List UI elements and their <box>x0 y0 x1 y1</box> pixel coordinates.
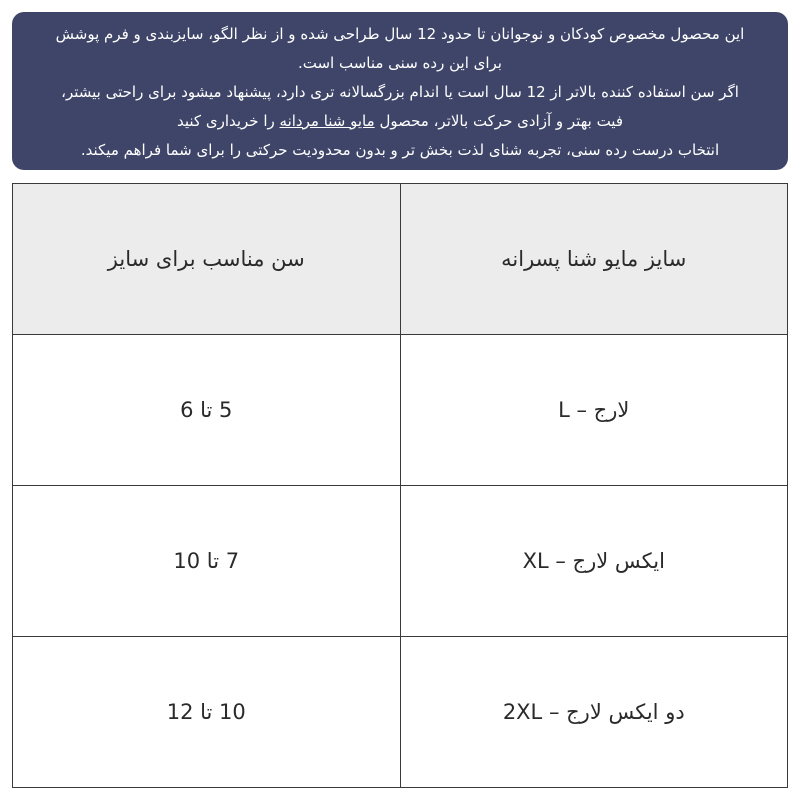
table-row <box>13 486 788 637</box>
table-row <box>13 637 788 788</box>
cell-size: لارج – L <box>400 335 788 486</box>
cell-size: ایکس لارج – XL <box>400 486 788 637</box>
mens-swimsuit-link[interactable]: مایو شنا مردانه <box>279 112 375 130</box>
notice-line-1: این محصول مخصوص کودکان و نوجوانان تا حدود 12 سال طراحی شده و از نظر الگو، سایزبندی و فرم پوشش <box>55 25 745 43</box>
header-age: سن مناسب برای سایز <box>13 184 401 335</box>
table-header-row <box>13 184 788 335</box>
notice-line-4 <box>24 107 776 136</box>
info-notice <box>12 12 788 170</box>
table-row <box>13 335 788 486</box>
notice-line-3: اگر سن استفاده کننده بالاتر از 12 سال است یا اندام بزرگسالانه تری دارد، پیشنهاد میشود برای راحتی بیشتر، <box>61 83 739 101</box>
cell-age: 10 تا 12 <box>13 637 401 788</box>
header-size: سایز مایو شنا پسرانه <box>400 184 788 335</box>
size-chart-table <box>12 183 788 788</box>
cell-age: 7 تا 10 <box>13 486 401 637</box>
notice-line-5: انتخاب درست رده سنی، تجربه شنای لذت بخش تر و بدون محدودیت حرکتی را برای شما فراهم میکند. <box>80 141 720 159</box>
cell-age: 5 تا 6 <box>13 335 401 486</box>
cell-size: دو ایکس لارج – 2XL <box>400 637 788 788</box>
notice-line-2: برای این رده سنی مناسب است. <box>297 54 502 72</box>
notice-line-4-before: فیت بهتر و آزادی حرکت بالاتر، محصول <box>379 112 623 130</box>
notice-line-4-after: را خریداری کنید <box>177 112 275 130</box>
